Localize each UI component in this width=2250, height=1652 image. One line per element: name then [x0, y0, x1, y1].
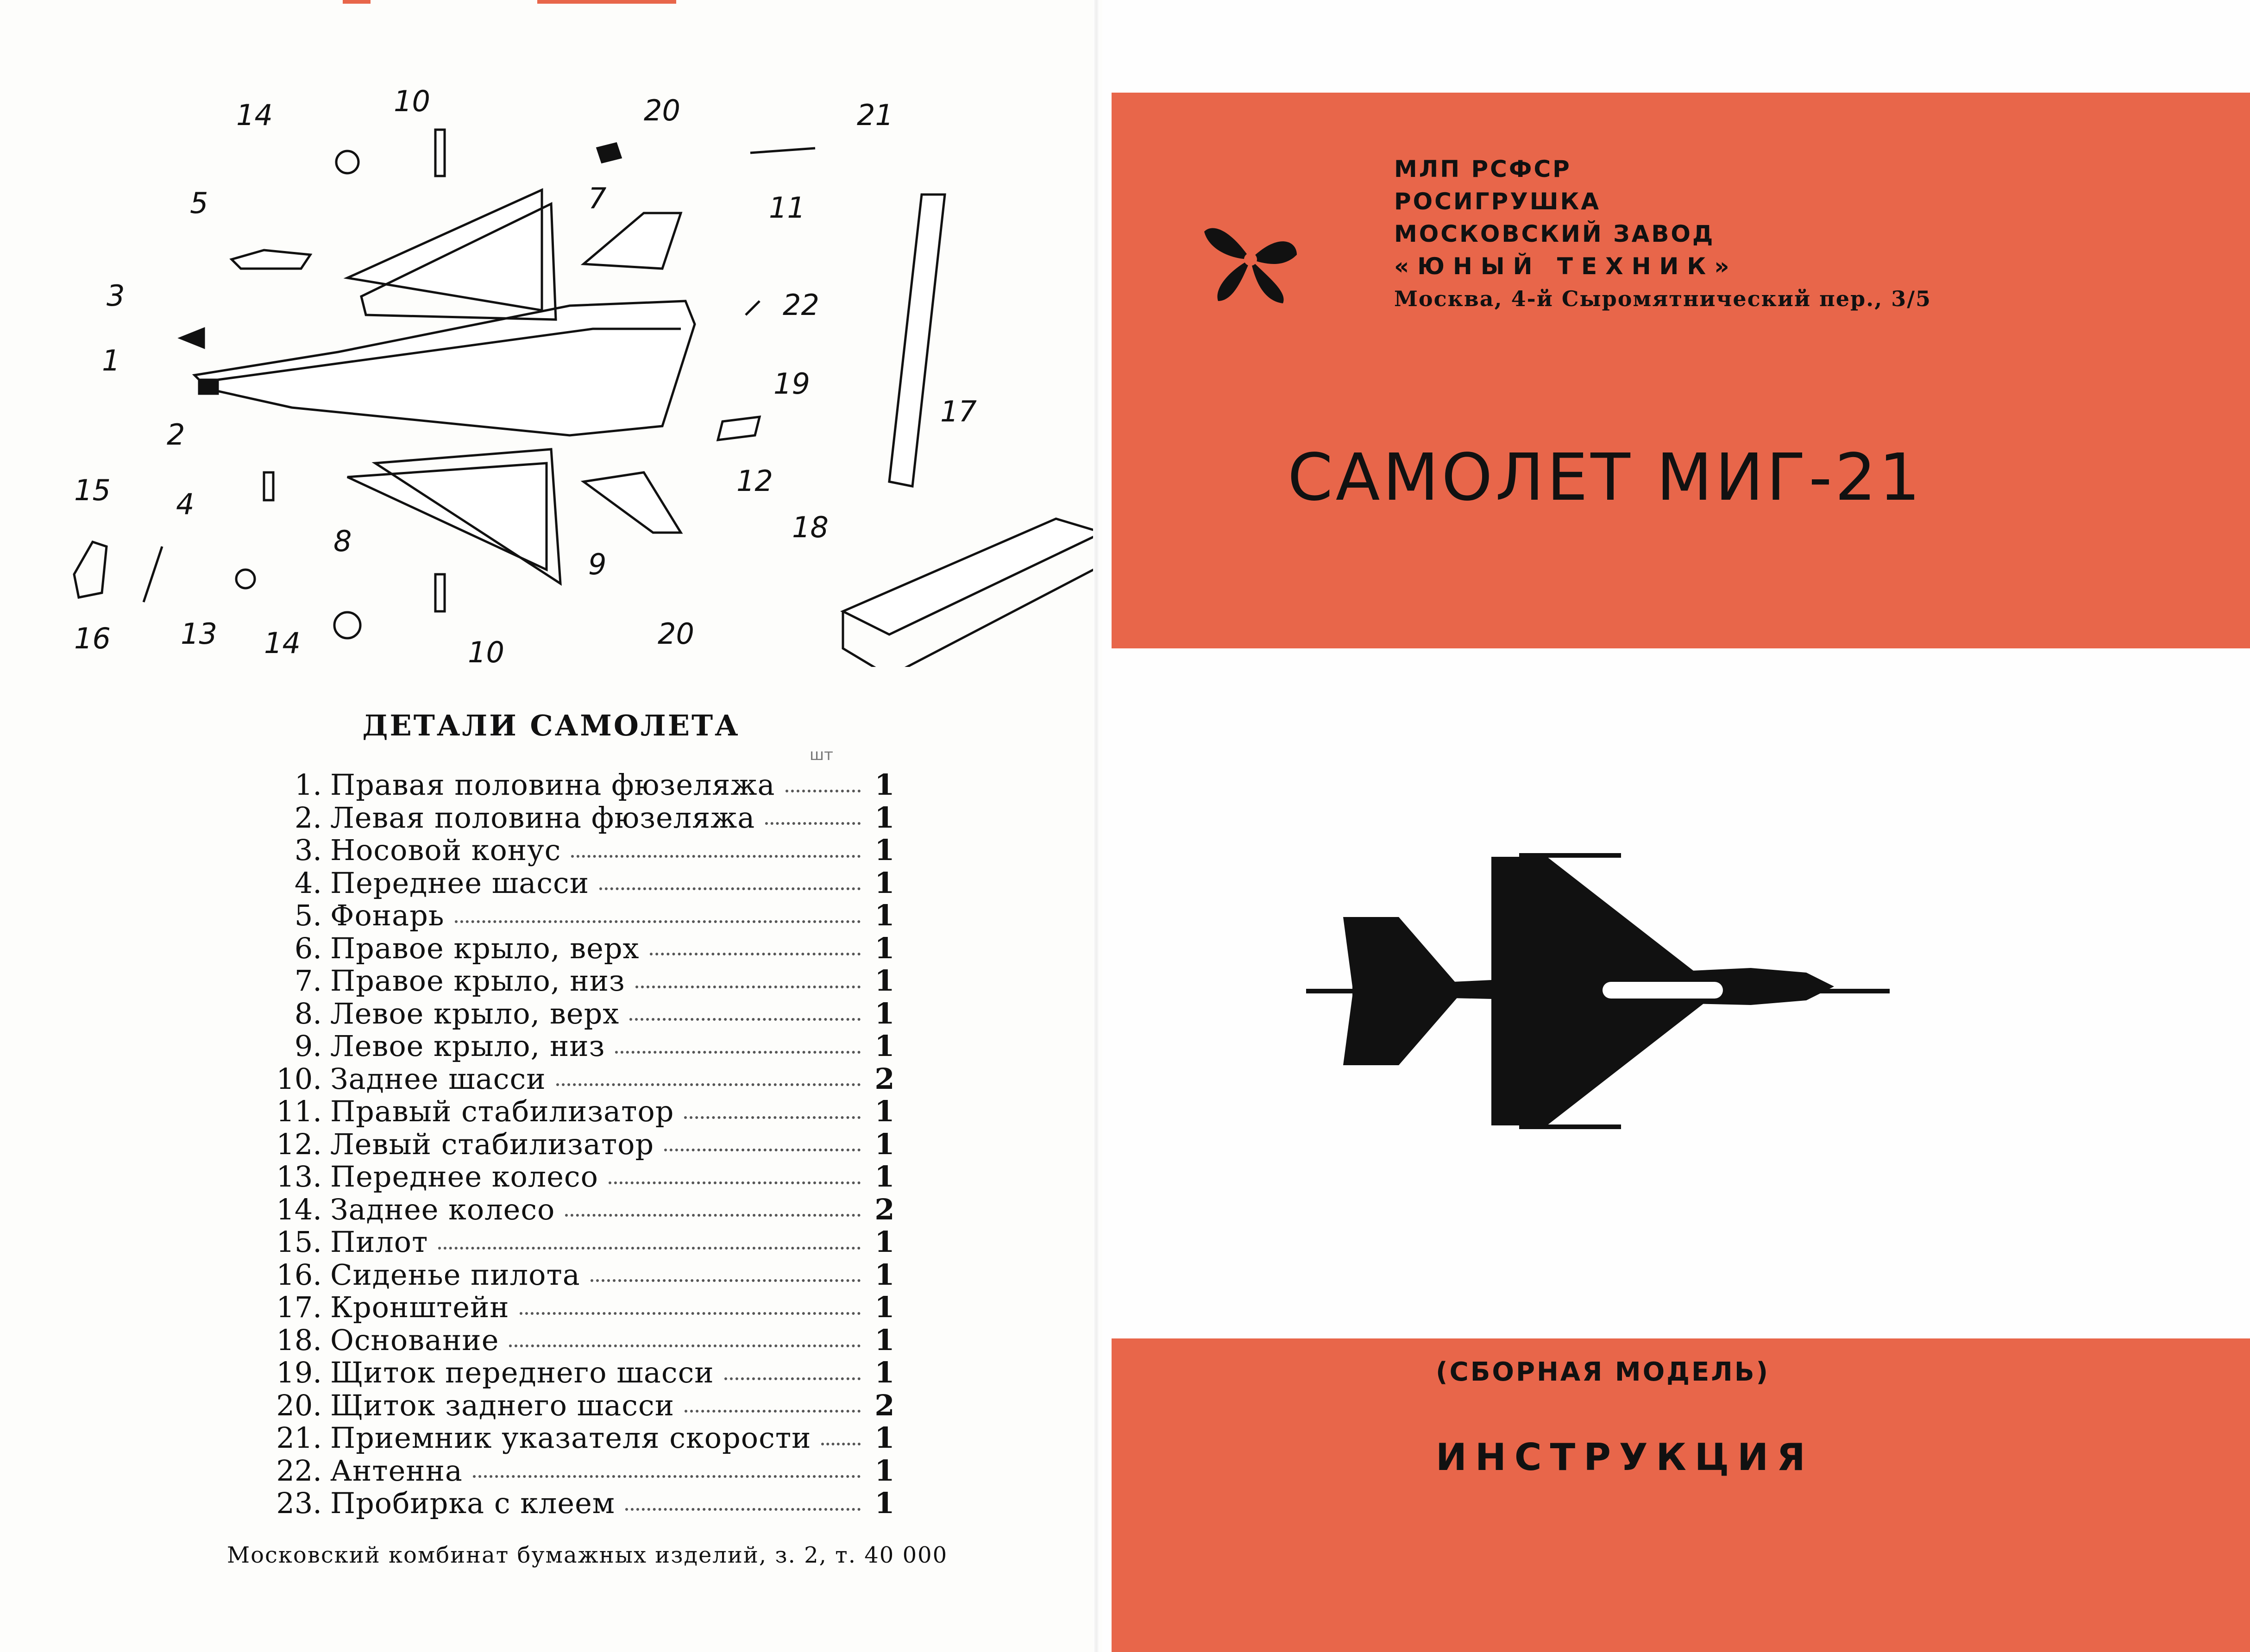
leader-dots — [609, 1161, 861, 1184]
part-name: Правое крыло, верх — [330, 931, 640, 965]
parts-list-item — [250, 932, 899, 965]
leader-dots — [650, 932, 861, 956]
leader-dots — [821, 1422, 861, 1445]
cover-subtitle: (СБОРНАЯ МОДЕЛЬ) — [1436, 1357, 1770, 1387]
part-number: 16. — [276, 1257, 322, 1292]
leader-dots — [765, 802, 861, 825]
wheel-part — [334, 612, 360, 638]
landing-gear-part — [435, 130, 445, 176]
part-name: Правый стабилизатор — [330, 1094, 674, 1128]
parts-list-item — [250, 1389, 899, 1422]
callout-label: 18 — [792, 510, 829, 544]
quantity-header: шт — [810, 746, 833, 764]
part-quantity: 1 — [874, 1356, 895, 1389]
part-number: 1. — [294, 768, 322, 802]
part-number: 3. — [294, 833, 322, 867]
callout-label: 3 — [107, 279, 125, 313]
parts-diagram-svg — [14, 65, 1093, 667]
part-quantity: 1 — [874, 768, 895, 802]
callout-label: 8 — [333, 524, 352, 558]
publisher-line: РОСИГРУШКА — [1394, 188, 1601, 215]
antenna-part — [746, 301, 760, 315]
part-name: Левое крыло, верх — [330, 996, 620, 1030]
leader-dots — [629, 998, 861, 1021]
publisher-line: МЛП РСФСР — [1394, 156, 1571, 182]
part-quantity: 1 — [874, 1225, 895, 1259]
parts-list-item — [250, 1095, 899, 1128]
part-number: 8. — [294, 996, 322, 1030]
leader-dots — [571, 834, 861, 858]
pilot-part — [74, 542, 107, 597]
part-quantity: 1 — [874, 800, 895, 835]
part-quantity: 2 — [874, 1192, 895, 1226]
parts-list-item — [250, 1161, 899, 1193]
leader-dots — [509, 1324, 861, 1348]
part-name: Правое крыло, низ — [330, 964, 625, 998]
part-number: 19. — [276, 1356, 322, 1389]
leader-dots — [684, 1095, 861, 1119]
leader-dots — [664, 1128, 861, 1152]
part-quantity: 2 — [874, 1388, 895, 1422]
part-quantity: 1 — [874, 1453, 895, 1488]
parts-list-item — [250, 1259, 899, 1292]
bracket-part — [889, 195, 945, 486]
airspeed-probe-part — [750, 148, 815, 153]
callout-label: 14 — [236, 98, 273, 132]
parts-list-item — [250, 1455, 899, 1488]
leader-dots — [520, 1291, 861, 1315]
part-number: 4. — [294, 866, 322, 900]
leader-dots — [635, 965, 861, 988]
callout-label: 16 — [74, 622, 111, 655]
landing-gear-part — [264, 472, 273, 500]
seat-part — [144, 546, 162, 602]
printer-footer: Московский комбинат бумажных изделий, з. 2, т. 40 000 — [227, 1542, 948, 1568]
callout-label: 1 — [102, 344, 120, 377]
print-mark — [537, 0, 676, 4]
parts-title: ДЕТАЛИ САМОЛЕТА — [362, 709, 740, 742]
part-name: Антенна — [330, 1453, 463, 1488]
fuselage-intake — [199, 380, 218, 394]
leader-dots — [625, 1487, 861, 1511]
part-name: Приемник указателя скорости — [330, 1421, 811, 1455]
parts-list-item — [250, 1357, 899, 1389]
publisher-line: «ЮНЫЙ ТЕХНИК» — [1394, 253, 1738, 280]
part-name: Основание — [330, 1323, 499, 1357]
leader-dots — [599, 867, 861, 891]
part-number: 11. — [276, 1094, 322, 1128]
base-part — [843, 519, 1093, 634]
gear-cover-part — [718, 417, 760, 440]
part-quantity: 1 — [874, 898, 895, 932]
parts-list-item — [250, 1324, 899, 1357]
wing-upper-left — [347, 463, 547, 570]
part-quantity: 1 — [874, 1290, 895, 1324]
part-number: 14. — [276, 1192, 322, 1226]
part-number: 15. — [276, 1225, 322, 1259]
part-number: 23. — [276, 1486, 322, 1520]
fuselage-part — [195, 301, 695, 435]
part-quantity: 1 — [874, 1323, 895, 1357]
part-quantity: 1 — [874, 1029, 895, 1063]
propeller-logo-icon — [1195, 213, 1306, 306]
page-fold — [1093, 0, 1100, 1652]
callout-label: 4 — [176, 487, 195, 521]
part-name: Заднее колесо — [330, 1192, 555, 1226]
callout-label: 20 — [658, 617, 694, 651]
part-name: Щиток переднего шасси — [330, 1356, 714, 1389]
callout-label: 7 — [588, 182, 607, 215]
callout-label: 11 — [769, 191, 805, 225]
callout-label: 20 — [644, 94, 680, 127]
callout-label: 13 — [181, 617, 217, 651]
part-name: Пробирка с клеем — [330, 1486, 616, 1520]
part-quantity: 1 — [874, 964, 895, 998]
part-quantity: 1 — [874, 866, 895, 900]
publisher-address: Москва, 4-й Сыромятнический пер., 3/5 — [1394, 286, 1932, 311]
stabilizer-left — [584, 472, 681, 533]
parts-list-item — [250, 802, 899, 835]
wheel-part — [336, 151, 358, 173]
parts-list-item — [250, 998, 899, 1030]
part-number: 21. — [276, 1421, 322, 1455]
callout-label: 21 — [857, 98, 893, 132]
callout-label: 19 — [773, 367, 810, 401]
mig21-silhouette-icon — [1306, 848, 1890, 1135]
part-quantity: 1 — [874, 996, 895, 1030]
part-number: 20. — [276, 1388, 322, 1422]
leader-dots — [473, 1455, 861, 1478]
parts-list — [250, 769, 899, 1520]
part-number: 6. — [294, 931, 322, 965]
leader-dots — [724, 1357, 861, 1380]
cover-instruction-label: ИНСТРУКЦИЯ — [1436, 1436, 1814, 1479]
callout-label: 17 — [940, 395, 977, 428]
part-name: Заднее шасси — [330, 1062, 546, 1096]
part-number: 7. — [294, 964, 322, 998]
leader-dots — [438, 1226, 861, 1250]
nose-cone-part — [181, 329, 204, 347]
leader-dots — [556, 1063, 861, 1087]
wing-upper-right — [347, 190, 542, 310]
part-name: Щиток заднего шасси — [330, 1388, 675, 1422]
parts-list-item — [250, 1128, 899, 1161]
part-name: Сиденье пилота — [330, 1257, 580, 1292]
parts-list-item — [250, 834, 899, 867]
part-name: Переднее шасси — [330, 866, 590, 900]
callout-label: 12 — [736, 464, 773, 498]
parts-list-item — [250, 1063, 899, 1096]
part-number: 9. — [294, 1029, 322, 1063]
parts-list-item — [250, 867, 899, 900]
parts-list-item — [250, 1291, 899, 1324]
part-number: 10. — [276, 1062, 322, 1096]
callout-label: 9 — [588, 547, 607, 581]
leader-dots — [615, 1030, 861, 1054]
print-mark — [343, 0, 371, 4]
canopy-part — [232, 250, 310, 269]
gear-cover-part — [597, 144, 621, 162]
parts-diagram — [14, 65, 1093, 667]
publisher-line: МОСКОВСКИЙ ЗАВОД — [1394, 220, 1715, 247]
part-name: Носовой конус — [330, 833, 561, 867]
part-number: 13. — [276, 1160, 322, 1193]
parts-list-item — [250, 1226, 899, 1259]
wheel-part — [236, 570, 255, 588]
part-quantity: 1 — [874, 833, 895, 867]
part-name: Левая половина фюзеляжа — [330, 800, 755, 835]
part-number: 2. — [294, 800, 322, 835]
callout-label: 2 — [167, 418, 185, 452]
leader-dots — [591, 1259, 861, 1282]
parts-list-item — [250, 899, 899, 932]
parts-list-item — [250, 1487, 899, 1520]
part-quantity: 1 — [874, 1486, 895, 1520]
publisher-block — [1394, 153, 1931, 315]
part-number: 17. — [276, 1290, 322, 1324]
parts-list-item — [250, 1193, 899, 1226]
callout-label: 14 — [264, 626, 301, 660]
part-quantity: 1 — [874, 1094, 895, 1128]
part-name: Переднее колесо — [330, 1160, 598, 1193]
callout-label: 15 — [74, 473, 111, 507]
leader-dots — [685, 1389, 861, 1413]
part-name: Кронштейн — [330, 1290, 509, 1324]
leader-dots — [455, 899, 861, 923]
part-name: Правая половина фюзеляжа — [330, 768, 775, 802]
part-number: 5. — [294, 898, 322, 932]
callout-label: 10 — [394, 84, 430, 118]
part-name: Фонарь — [330, 898, 445, 932]
parts-list-item — [250, 1030, 899, 1063]
part-name: Левый стабилизатор — [330, 1127, 654, 1161]
part-name: Левое крыло, низ — [330, 1029, 605, 1063]
part-quantity: 1 — [874, 1421, 895, 1455]
landing-gear-part — [435, 574, 445, 611]
callout-label: 5 — [190, 186, 208, 220]
cover-title: САМОЛЕТ МИГ-21 — [1288, 440, 1923, 515]
part-quantity: 1 — [874, 1257, 895, 1292]
parts-list-item — [250, 769, 899, 802]
parts-list-item — [250, 1422, 899, 1455]
part-quantity: 1 — [874, 1160, 895, 1193]
parts-list-item — [250, 965, 899, 998]
part-quantity: 1 — [874, 1127, 895, 1161]
part-quantity: 1 — [874, 931, 895, 965]
callout-label: 22 — [783, 288, 819, 322]
part-name: Пилот — [330, 1225, 428, 1259]
part-quantity: 2 — [874, 1062, 895, 1096]
part-number: 18. — [276, 1323, 322, 1357]
callout-label: 10 — [468, 635, 504, 667]
stabilizer-right — [584, 213, 681, 269]
part-number: 12. — [276, 1127, 322, 1161]
leader-dots — [786, 769, 861, 792]
part-number: 22. — [276, 1453, 322, 1488]
leader-dots — [565, 1193, 861, 1217]
